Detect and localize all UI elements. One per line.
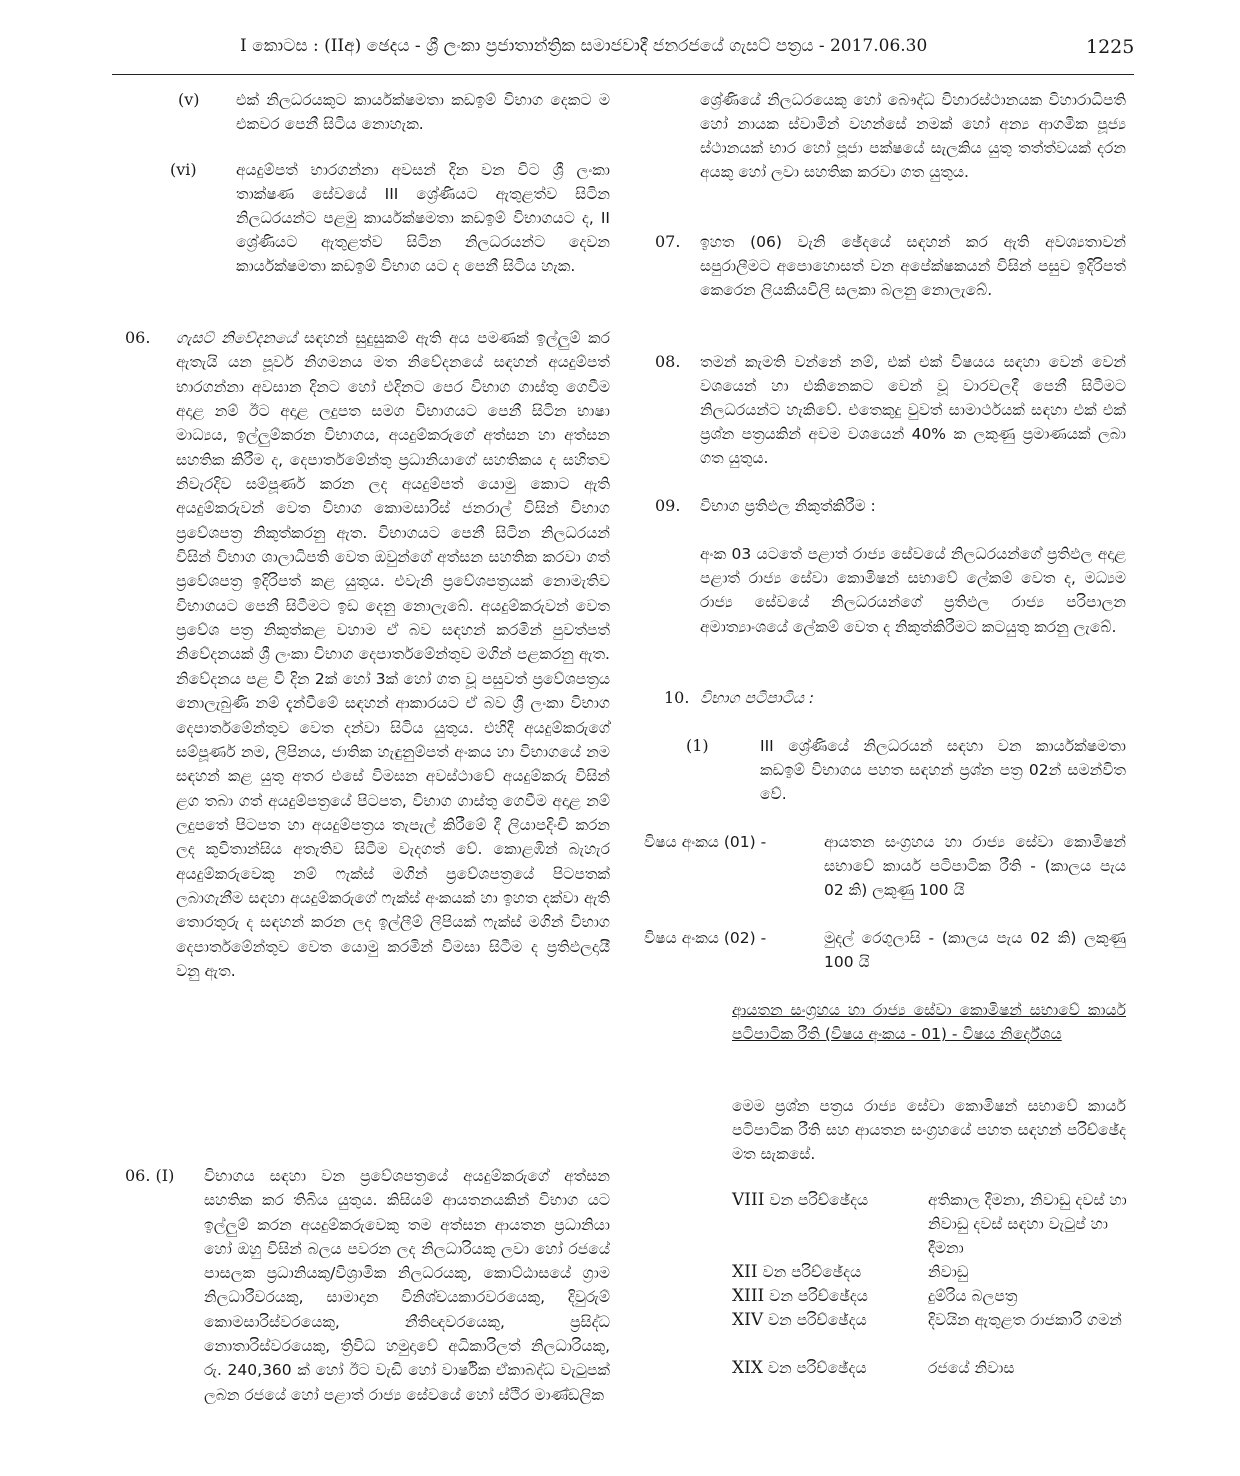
chapter-roman: XII [732, 1262, 758, 1282]
chapter-roman: XIII [732, 1286, 765, 1306]
para-06-text [176, 326, 610, 983]
chapter-xiii-topic: දුම්රිය බලපත්‍ර [928, 1287, 1018, 1305]
para-07-number: 07. [655, 232, 681, 251]
para-06-number: 06. [125, 328, 151, 347]
para-06-body: සඳහන් සුදුසුකම් ඇති අය පමණක් ඉල්ලුම් කර ඇතැයි යන පූර්ව නිගමනය මත නිවේදනයේ සඳහන් අයදුම්පත් භාරගන්නා අවසාන දිනට හෝ එදිනට පෙර විභාග ගාස්තු ගෙවීම අදාළ නම් ඊට අදාළ ලදුපත සමග විභාගයට පෙනී සිටින භාෂා මාධ්‍යය, ඉල්ලුම්කරන විභාගය, අයදුම්කරුගේ අත්සන හා අත්සන සහතික කිරීම ද, දෙපාර්තමේන්තු ප්‍රධානියාගේ සහතිකය ද සහිතව නිවැරදිව සම්පූර්ණ කරන ලද අයදුම්පත් යොමු කොට ඇති අයදුම්කරුවන් වෙත විභාග කොමසාරිස් ජනරාල් විසින් විභාග ප්‍රවේශපත්‍ර නිකුත්කරනු ඇත. විභාගයට පෙනී සිටින නිලධරයන් විසින් විභාග ශාලාධිපති වෙත ඔවුන්ගේ අත්සන සහතික කරවා ගත් ප්‍රවේශපත්‍ර ඉදිරිපත් කළ යුතුය. එවැනි ප්‍රවේශපත්‍රයක් නොමැතිව විභාගයට පෙනී සිටීමට ඉඩ දෙනු නොලැබේ. අයදුම්කරුවන් වෙත ප්‍රවේශ පත්‍ර නිකුත්කළ වහාම ඒ බව සඳහන් කරමින් පුවත්පත් නිවේදනයක් ශ්‍රී ලංකා විභාග දෙපාර්තමේන්තුව මගින් පළකරනු ඇත. නිවේදනය පළ වී දින 2ක් හෝ 3ක් හෝ ගත වූ පසුවත් ප්‍රවේශපත්‍රය නොලැබුණි නම් දැන්වීමේ සඳහන් ආකාරයට ඒ බව ශ්‍රී ලංකා විභාග දෙපාර්තමේන්තුව වෙත දන්වා සිටිය යුතුය. එහිදී අයදුම්කරුගේ සම්පූර්ණ නම, ලිපිනය, ජාතික හැඳුනුම්පත් අංකය හා විභාගයේ නම සඳහන් කළ යුතු අතර එසේ විමසන අවස්ථාවේ අයදුම්කරු විසින් ළග තබා ගත් අයදුම්පත්‍රයේ පිටපත, විභාග ගාස්තු ගෙවීම අදාළ නම් ලදුපතේ පිටපත හා අයදුම්පත්‍රය තැපැල් කිරීමේ දී ලියාපදිංචි කරන ලද කුවිතාන්සිය අතැතිව සිටීම වැදගත් වේ. කොළඹින් බැහැර අයදුම්කරුවෙකු නම් ෆැක්ස් මගින් ප්‍රවේශපත්‍රයේ පිටපතක් ලබාගැනීම සඳහා අයදුම්කරුගේ ෆැක්ස් අංකයක් හා ඉහත දක්වා ඇති තොරතුරු ද සඳහන් කරන ලද ඉල්ලීම් ලිපියක් ෆැක්ස් මගින් විභාග දෙපාර්තමේන්තුව වෙත යොමු කරමින් විමසා සිටීම ද ප්‍රතිඵලදායී වනු ඇත. [176, 329, 610, 980]
chapter-xii-label [732, 1260, 922, 1284]
item-vi-text: අයදුම්පත් භාරගන්නා අවසන් දින වන විට ශ්‍රී ලංකා තාක්ෂණ සේවයේ III ශ්‍රේණියට ඇතුළත්ව සිටින නිලධරයන්ට පළමු කාර්යක්ෂමතා කඩඉම් විභාගයට ද, II ශ්‍රේණියට ඇතුළත්ව සිටින නිලධරයන්ට දෙවන කාර්යක්ෂමතා කඩඉම් විභාග යට ද පෙනී සිටිය හැක. [236, 161, 610, 276]
item-v-text: එක් නිලධරයකුට කාර්යක්ෂමතා කඩඉම් විභාග දෙකට ම එකවර පෙනී සිටිය නොහැක. [236, 91, 610, 134]
subject-1-label: විෂය අංකය (01) - [644, 833, 767, 851]
subject-2-text: මුදල් රෙගුලාසි - (කාලය පැය 02 කි) ලකුණු 100 යි [824, 929, 1126, 972]
chapter-xix-topic: රජයේ නිවාස [928, 1359, 1015, 1377]
chapter-xiv-label [732, 1308, 922, 1332]
continued-text: ශ්‍රේණියේ නිලධරයෙකු හෝ බෞද්ධ විහාරස්ථානයක විහාරාධිපති හෝ නායක ස්වාමින් වහන්සේ නමක් හෝ අන්‍ය ආගමික පූජ්‍ය ස්ථානයක් භාර හෝ පූජා පක්ෂයේ සැලකිය යුතු තත්ත්වයක් දරන අයකු හෝ ලවා සහතික කරවා ගත යුතුය. [700, 91, 1126, 182]
para-06-i-text: විභාගය සඳහා වන ප්‍රවේශපත්‍රයේ අයදුම්කරුගේ අත්සන සහතික කර තිබිය යුතුය. කිසියම් ආයතනයකින් විභාග යට ඉල්ලුම් කරන අයදුම්කරුවෙකු තම අත්සන ආයතන ප්‍රධානියා හෝ ඔහු විසින් බලය පවරන ලද නිලධාරියකු ලවා හෝ රජයේ පාසලක ප්‍රධානියකු/විශ්‍රාමික නිලධරයකු, කොට්ඨාසයේ ග්‍රාම නිලධාරීවරයකු, සාමාදාන විනිශ්චයකාරවරයෙකු, දිවුරුම් කොමසාරිස්වරයෙකු, නීතිඥවරයෙකු, ප්‍රසිද්ධ නොතාරිස්වරයෙකු, ත්‍රිවිධ හමුදාවේ අධිකාරිලත් නිලධාරියකු, රු. 240,360 ක් හෝ ඊට වැඩි හෝ වාර්ෂික ඒකාබද්ධ වැටුපක් ලබන රජයේ හෝ පළාත් රාජ්‍ය සේවයේ හෝ ස්ථිර මාණ්ඩලික [204, 1167, 610, 1404]
chapter-suffix: වන පරිච්ඡේදය [757, 1263, 862, 1281]
running-header: I කොටස : (IIඅ) ඡෙදය - ශ්‍රී ලංකා ප්‍රජාතාන්ත්‍රික සමාජවාදී ජනරජයේ ගැසට් පත්‍රය - 2017.06.30 [240, 36, 928, 56]
para-06-italic: ගැසට් නිවේදනයේ [176, 329, 297, 347]
para-10-number: 10. [664, 688, 690, 707]
chapter-xiii-label [732, 1284, 922, 1308]
item-vi-number: (vi) [170, 160, 197, 179]
syllabus-text: මෙම ප්‍රශ්න පත්‍රය රාජ්‍ය සේවා කොමිෂන් සභාවේ කාර්ය පටිපාටික රීති සහ ආයතන සංග්‍රහයේ පහත සඳහන් පරිච්ඡේද මත සැකසේ. [732, 1097, 1126, 1164]
page-number: 1225 [1086, 36, 1135, 58]
chapter-suffix: වන පරිච්ඡේදය [762, 1359, 867, 1377]
item-v-number: (v) [178, 90, 200, 109]
para-07-text: ඉහත (06) වැනි ඡේදයේ සඳහන් කර ඇති අවශ්‍යතාවන් සපුරාලීමට අපොහොසත් වන අපේක්ෂකයන් විසින් පසුව ඉදිරිපත් කෙරෙන ලියකියවිලි සලකා බලනු නොලැබේ. [700, 233, 1126, 300]
para-09-title: විභාග ප්‍රතිඵල නිකුත්කිරීම : [700, 497, 876, 515]
chapter-xiv-topic: දිවයින ඇතුළත රාජකාරි ගමන් [928, 1311, 1122, 1329]
subject-2-label: විෂය අංකය (02) - [644, 929, 767, 947]
para-09-text: අංක 03 යටතේ පළාත් රාජ්‍ය සේවයේ නිලධරයන්ගේ ප්‍රතිඵල අදාළ පළාත් රාජ්‍ය සේවා කොමිෂන් සභාවේ ලේකම් වෙත ද, මධ්‍යම රාජ්‍ය සේවයේ නිලධරයන්ගේ ප්‍රතිඵල රාජ්‍ය පරිපාලන අමාත්‍යාංශයේ ලේකම් වෙත ද නිකුත්කිරීමට කටයුතු කරනු ලැබේ. [700, 545, 1126, 636]
chapter-xii-topic: නිවාඩු [928, 1263, 969, 1281]
para-10-1-number: (1) [686, 736, 709, 755]
para-08-number: 08. [655, 352, 681, 371]
header-rule [112, 74, 1134, 75]
para-10-title: විභාග පටිපාටිය : [700, 689, 815, 707]
para-06-i-number: 06. (I) [125, 1166, 175, 1185]
chapter-roman: XIX [732, 1358, 763, 1378]
chapter-roman: VIII [732, 1190, 765, 1210]
chapter-roman: XIV [732, 1310, 764, 1330]
chapter-suffix: වන පරිච්ඡේදය [764, 1287, 868, 1305]
chapter-viii-topic: අතිකාල දීමනා, නිවාඩු දවස් හා නිවාඩු දවස් සඳහා වැටුප් හා දීමනා [928, 1191, 1127, 1257]
subject-1-text: ආයතන සංග්‍රහය හා රාජ්‍ය සේවා කොමිෂන් සභාවේ කාර්ය පටිපාටික රීති - (කාලය පැය 02 කි) ලකුණු 100 යි [824, 833, 1126, 900]
para-08-text: තමන් කැමති වන්නේ නම්, එක් එක් විෂයය සඳහා වෙන් වෙන් වශයෙන් හා එකිනෙකට වෙන් වූ වාරවලදී පෙනී සිටීමට නිලධරයන්ට හැකිවේ. එතෙකුදු වුවත් සාමාර්ථයක් සඳහා එක් එක් ප්‍රශ්න පත්‍රයකින් අවම වශයෙන් 40% ක ලකුණු ප්‍රමාණයක් ලබා ගත යුතුය. [700, 353, 1126, 468]
para-09-number: 09. [655, 496, 681, 515]
syllabus-heading: ආයතන සංග්‍රහය හා රාජ්‍ය සේවා කොමිෂන් සභාවේ කාර්ය පටිපාටික රීති (විෂය අංකය - 01) - විෂය නිර්දේශය [732, 1001, 1126, 1044]
chapter-xix-label [732, 1356, 922, 1380]
chapter-suffix: වන පරිච්ඡේදය [763, 1311, 867, 1329]
chapter-suffix: වන පරිච්ඡේදය [764, 1191, 869, 1209]
chapter-viii-label [732, 1188, 922, 1212]
para-10-1-text: III ශ්‍රේණියේ නිලධරයන් සඳහා වන කාර්යක්ෂමතා කඩඉම් විභාගය පහත සඳහන් ප්‍රශ්න පත්‍ර 02න් සමන්විත වේ. [760, 737, 1126, 804]
